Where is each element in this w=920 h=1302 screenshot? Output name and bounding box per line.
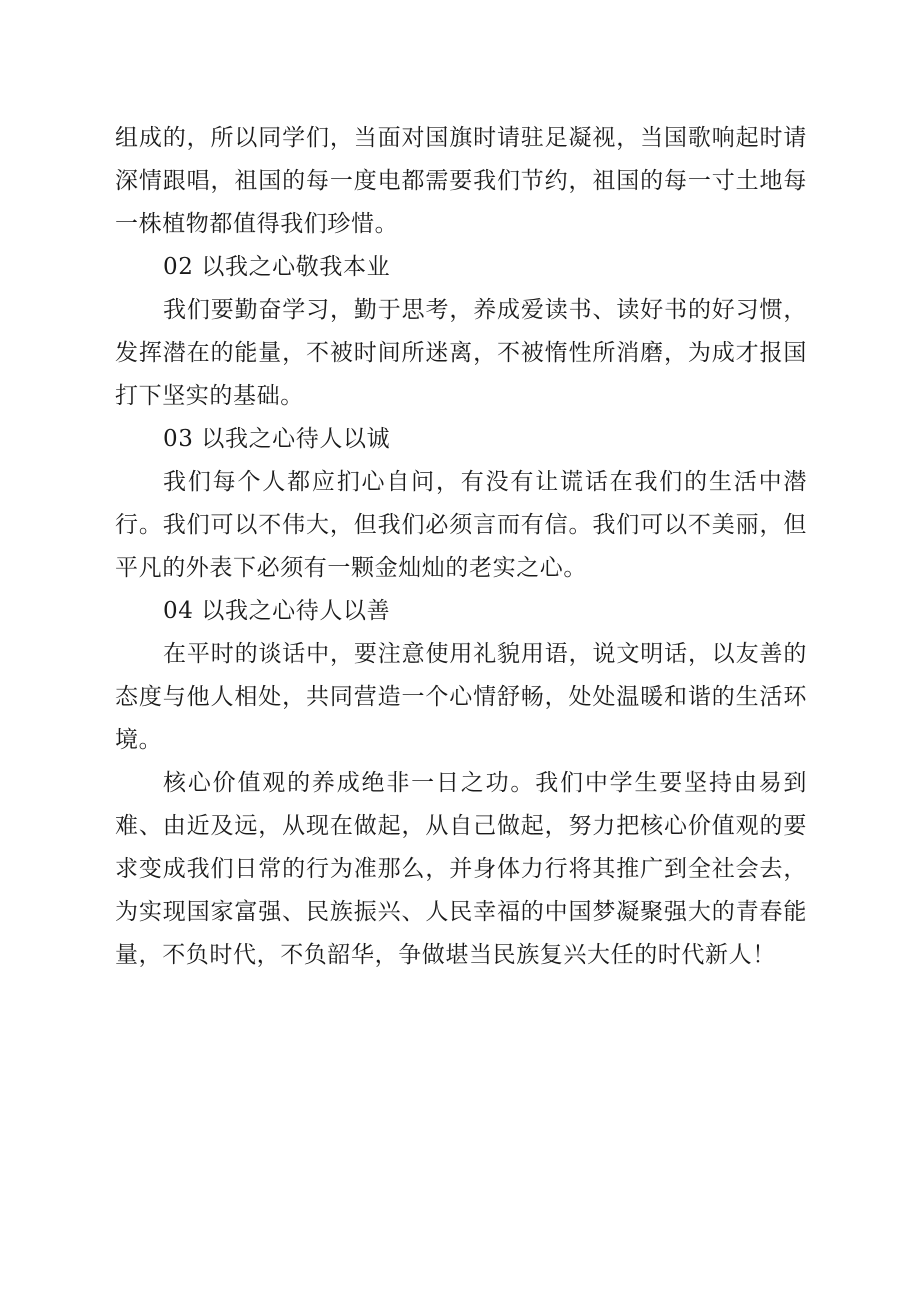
section-heading-03: 03 以我之心待人以诚 bbox=[163, 426, 391, 452]
paragraph-kindness: 在平时的谈话中，要注意使用礼貌用语，说文明话，以友善的态度与他人相处，共同营造一个心情舒畅，处处温暖和谐的生活环境。 bbox=[115, 641, 807, 753]
paragraph-continuation: 组成的，所以同学们，当面对国旗时请驻足凝视，当国歌响起时请深情跟唱，祖国的每一度电都需要我们节约，祖国的每一寸土地每一株植物都值得我们珍惜。 bbox=[115, 125, 807, 237]
paragraph-honesty: 我们每个人都应扪心自问，有没有让谎话在我们的生活中潜行。我们可以不伟大，但我们必须言而有信。我们可以不美丽，但平凡的外表下必须有一颗金灿灿的老实之心。 bbox=[115, 469, 807, 581]
paragraph-conclusion: 核心价值观的养成绝非一日之功。我们中学生要坚持由易到难、由近及远，从现在做起，从自己做起，努力把核心价值观的要求变成我们日常的行为准那么，并身体力行将其推广到全社会去，为实现国家富强、民族振兴、人民幸福的中国梦凝聚强大的青春能量，不负时代，不负韶华，争做堪当民族复兴大任的时代新人！ bbox=[115, 770, 807, 968]
section-heading-02: 02 以我之心敬我本业 bbox=[163, 254, 391, 280]
document-body bbox=[115, 117, 807, 977]
section-heading-04: 04 以我之心待人以善 bbox=[163, 598, 391, 624]
paragraph-study: 我们要勤奋学习，勤于思考，养成爱读书、读好书的好习惯，发挥潜在的能量，不被时间所迷离，不被惰性所消磨，为成才报国打下坚实的基础。 bbox=[115, 297, 807, 409]
